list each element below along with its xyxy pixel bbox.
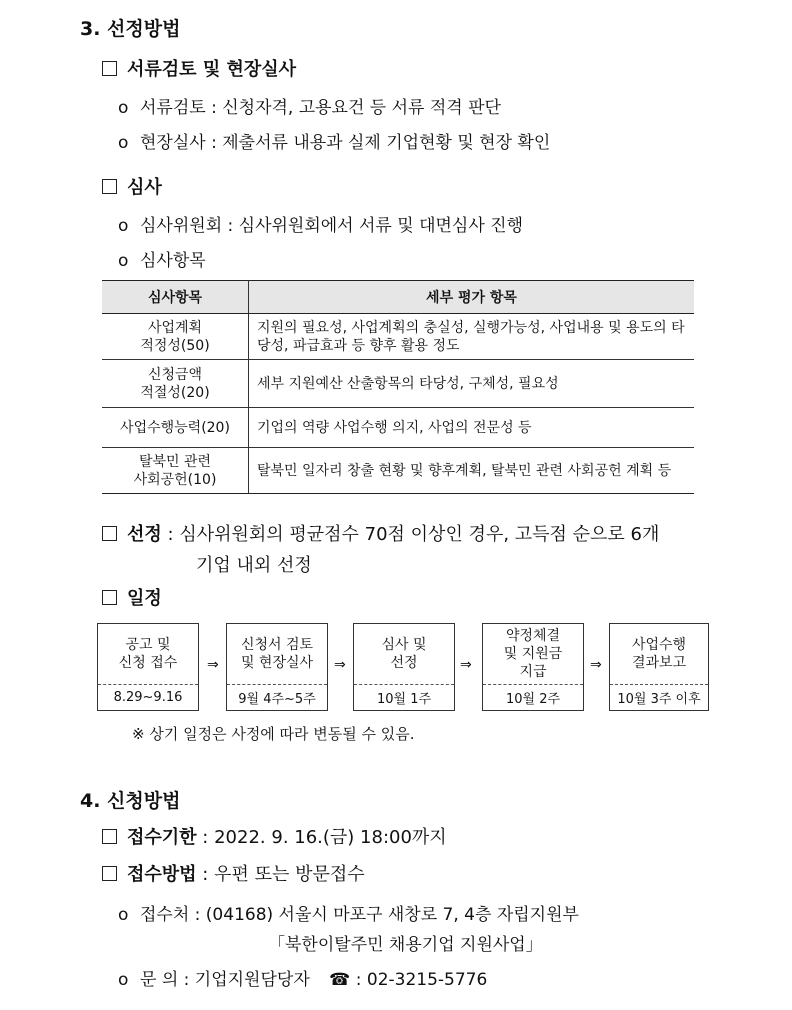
arrow-right-icon: ⇒: [207, 657, 219, 673]
arrow-right-icon: ⇒: [334, 657, 346, 673]
table-header: 심사항목: [102, 281, 249, 314]
schedule-step-title: 약정체결 및 지원금 지급: [503, 628, 563, 680]
schedule-step-date: 10월 2주: [505, 691, 561, 707]
table-row: [102, 408, 694, 448]
schedule-step-box: [226, 623, 328, 711]
evaluation-table: [102, 280, 694, 494]
selection-line: 선정 : 심사위원회의 평균점수 70점 이상인 경우, 고득점 순으로 6개: [102, 520, 659, 546]
section-3-title: 3. 선정방법: [80, 18, 181, 40]
schedule-step-title: 신청서 검토 및 현장실사: [240, 637, 314, 671]
phone-number: : 02-3215-5776: [355, 970, 488, 990]
checkbox-square-icon: [102, 61, 117, 76]
address-line: o 접수처 : (04168) 서울시 마포구 새창로 7, 4층 자립지원부: [118, 905, 579, 925]
table-cell-detail: 세부 지원예산 산출항목의 타당성, 구체성, 필요성: [249, 360, 695, 408]
docreview-item: o 서류검토 : 신청자격, 고용요건 등 서류 적격 판단: [118, 98, 501, 118]
phone-icon: ☎: [329, 970, 351, 990]
table-header: 세부 평가 항목: [249, 281, 695, 314]
table-cell-item: 신청금액 적절성(20): [102, 360, 249, 408]
docreview-heading: 서류검토 및 현장실사: [102, 55, 296, 81]
review-heading: 심사: [102, 173, 162, 199]
table-cell-item: 탈북민 관련 사회공헌(10): [102, 448, 249, 494]
checkbox-square-icon: [102, 590, 117, 605]
table-cell-detail: 지원의 필요성, 사업계획의 충실성, 실행가능성, 사업내용 및 용도의 타당성, 파급효과 등 향후 활용 정도: [249, 314, 695, 360]
deadline-line: 접수기한 : 2022. 9. 16.(금) 18:00까지: [102, 823, 447, 849]
section-4-title: 4. 신청방법: [80, 790, 181, 812]
address-program-name: 「북한이탈주민 채용기업 지원사업」: [268, 935, 543, 955]
schedule-step-box: [353, 623, 455, 711]
selection-line-2: 기업 내외 선정: [196, 555, 312, 576]
contact-line: o 문 의 : 기업지원담당자 ☎ : 02-3215-5776: [118, 970, 488, 990]
table-row: [102, 314, 694, 360]
table-cell-detail: 탈북민 일자리 창출 현황 및 향후계획, 탈북민 관련 사회공헌 계획 등: [249, 448, 695, 494]
schedule-step-date: 10월 1주: [376, 691, 432, 707]
schedule-step-date: 8.29~9.16: [113, 689, 183, 705]
table-row: [102, 360, 694, 408]
review-item: o 심사항목: [118, 251, 206, 271]
schedule-step-date: 9월 4주~5주: [238, 691, 316, 707]
table-cell-detail: 기업의 역량 사업수행 의지, 사업의 전문성 등: [249, 408, 695, 448]
checkbox-square-icon: [102, 526, 117, 541]
table-header-row: [102, 281, 694, 314]
arrow-right-icon: ⇒: [590, 657, 602, 673]
table-cell-item: 사업수행능력(20): [102, 408, 249, 448]
schedule-step-title: 사업수행 결과보고: [631, 637, 687, 671]
method-line: 접수방법 : 우편 또는 방문접수: [102, 860, 365, 886]
schedule-step-date: 10월 3주 이후: [617, 691, 701, 707]
schedule-step-box: [609, 623, 709, 711]
checkbox-square-icon: [102, 829, 117, 844]
checkbox-square-icon: [102, 866, 117, 881]
table-row: [102, 448, 694, 494]
schedule-heading: 일정: [102, 584, 162, 610]
arrow-right-icon: ⇒: [460, 657, 472, 673]
schedule-step-title: 심사 및 선정: [381, 637, 427, 671]
schedule-step-box: [482, 623, 584, 711]
schedule-step-title: 공고 및 신청 접수: [118, 637, 178, 671]
docreview-item: o 현장실사 : 제출서류 내용과 실제 기업현황 및 현장 확인: [118, 133, 551, 153]
review-item: o 심사위원회 : 심사위원회에서 서류 및 대면심사 진행: [118, 216, 524, 236]
checkbox-square-icon: [102, 179, 117, 194]
table-cell-item: 사업계획 적정성(50): [102, 314, 249, 360]
schedule-step-box: [97, 623, 199, 711]
schedule-note: ※ 상기 일정은 사정에 따라 변동될 수 있음.: [132, 725, 415, 743]
